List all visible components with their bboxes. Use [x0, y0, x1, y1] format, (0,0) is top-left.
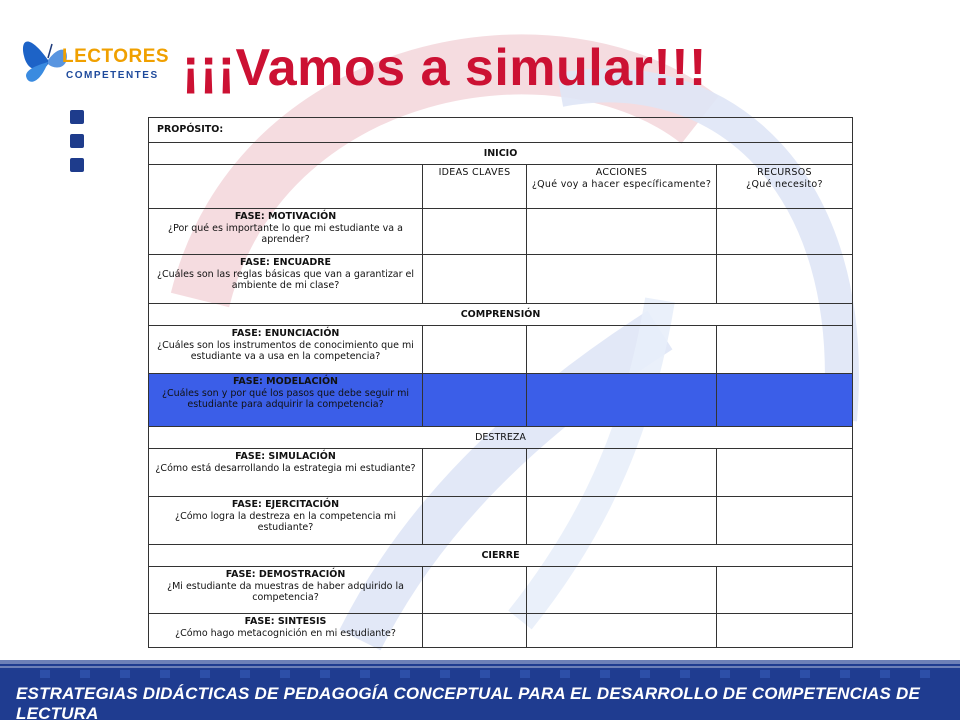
- ideas-cell[interactable]: [423, 326, 527, 374]
- acciones-cell[interactable]: [527, 497, 717, 545]
- header-acciones-question: ¿Qué voy a hacer específicamente?: [531, 178, 712, 190]
- phase-question: ¿Cuáles son y por qué los pasos que debe seguir mi estudiante para adquirir la competencia?: [161, 387, 410, 410]
- header-acciones-title: ACCIONES: [595, 167, 648, 178]
- phase-row-modelacion: [149, 374, 853, 427]
- phase-title: FASE: DEMOSTRACIÓN: [225, 569, 346, 580]
- phase-cell: [149, 326, 423, 374]
- phase-cell: [149, 497, 423, 545]
- ideas-cell[interactable]: [423, 255, 527, 304]
- header-recursos: [717, 165, 853, 209]
- header-ideas-claves: IDEAS CLAVES: [423, 165, 527, 209]
- phase-row-ejercitacion: [149, 497, 853, 545]
- decorative-bullets: [70, 110, 84, 182]
- phase-question: ¿Cuáles son las reglas básicas que van a garantizar el ambiente de mi clase?: [156, 268, 415, 291]
- ideas-cell[interactable]: [423, 567, 527, 614]
- phase-title: FASE: EJERCITACIÓN: [231, 499, 340, 510]
- recursos-cell[interactable]: [717, 449, 853, 497]
- section-row-comprension: [149, 304, 853, 326]
- phase-cell: [149, 209, 423, 255]
- recursos-cell[interactable]: [717, 567, 853, 614]
- recursos-cell[interactable]: [717, 374, 853, 427]
- section-cierre: CIERRE: [149, 545, 853, 567]
- phase-row-enunciacion: [149, 326, 853, 374]
- acciones-cell[interactable]: [527, 374, 717, 427]
- section-row-destreza: [149, 427, 853, 449]
- phase-row-sintesis: [149, 614, 853, 648]
- phase-title: FASE: MODELACIÓN: [232, 376, 339, 387]
- phase-title: FASE: MOTIVACIÓN: [234, 211, 337, 222]
- ideas-cell[interactable]: [423, 614, 527, 648]
- ideas-cell[interactable]: [423, 497, 527, 545]
- phase-row-encuadre: [149, 255, 853, 304]
- page-title: ¡¡¡Vamos a simular!!!: [182, 39, 707, 97]
- phase-question: ¿Por qué es importante lo que mi estudiante va a aprender?: [168, 222, 403, 245]
- section-comprension: COMPRENSIÓN: [149, 304, 853, 326]
- phase-title: FASE: ENUNCIACIÓN: [231, 328, 340, 339]
- recursos-cell[interactable]: [717, 614, 853, 648]
- header-recursos-title: RECURSOS: [757, 167, 812, 178]
- section-inicio: INICIO: [149, 143, 853, 165]
- acciones-cell[interactable]: [527, 449, 717, 497]
- simulation-planning-table: [148, 117, 853, 648]
- section-row-inicio: [149, 143, 853, 165]
- phase-cell: [149, 374, 423, 427]
- empty-header-cell: [149, 165, 423, 209]
- phase-title: FASE: SIMULACIÓN: [235, 451, 336, 462]
- header-acciones: [527, 165, 717, 209]
- phase-question: ¿Mi estudiante da muestras de haber adquirido la competencia?: [167, 580, 404, 603]
- acciones-cell[interactable]: [527, 255, 717, 304]
- ideas-cell[interactable]: [423, 209, 527, 255]
- ideas-cell[interactable]: [423, 449, 527, 497]
- column-headers-row: [149, 165, 853, 209]
- phase-cell: [149, 255, 423, 304]
- acciones-cell[interactable]: [527, 326, 717, 374]
- phase-question: ¿Cómo hago metacognición en mi estudiante?: [175, 627, 396, 639]
- phase-question: ¿Cómo está desarrollando la estrategia mi estudiante?: [155, 462, 416, 474]
- square-bullet-icon: [70, 134, 84, 148]
- logo-line-2: COMPETENTES: [66, 70, 159, 81]
- square-bullet-icon: [70, 158, 84, 172]
- phase-title: FASE: ENCUADRE: [239, 257, 332, 268]
- section-destreza: DESTREZA: [149, 427, 853, 449]
- phase-cell: [149, 567, 423, 614]
- phase-question: ¿Cómo logra la destreza en la competencia mi estudiante?: [175, 510, 396, 533]
- phase-row-demostracion: [149, 567, 853, 614]
- square-bullet-icon: [70, 110, 84, 124]
- ideas-cell[interactable]: [423, 374, 527, 427]
- phase-cell: [149, 449, 423, 497]
- logo-line-1: LECTORES: [62, 46, 170, 67]
- section-row-cierre: [149, 545, 853, 567]
- acciones-cell[interactable]: [527, 209, 717, 255]
- phase-question: ¿Cuáles son los instrumentos de conocimiento que mi estudiante va a usa en la competencia?: [157, 339, 414, 362]
- recursos-cell[interactable]: [717, 326, 853, 374]
- recursos-cell[interactable]: [717, 497, 853, 545]
- acciones-cell[interactable]: [527, 567, 717, 614]
- purpose-row: [149, 118, 853, 143]
- phase-row-motivacion: [149, 209, 853, 255]
- phase-cell: [149, 614, 423, 648]
- phase-title: FASE: SINTESIS: [244, 616, 327, 627]
- header-recursos-question: ¿Qué necesito?: [746, 178, 823, 190]
- acciones-cell[interactable]: [527, 614, 717, 648]
- recursos-cell[interactable]: [717, 255, 853, 304]
- purpose-label: PROPÓSITO:: [149, 118, 853, 143]
- footer-title: ESTRATEGIAS DIDÁCTICAS DE PEDAGOGÍA CONCEPTUAL PARA EL DESARROLLO DE COMPETENCIAS DE LECTURA: [16, 684, 921, 723]
- phase-row-simulacion: [149, 449, 853, 497]
- recursos-cell[interactable]: [717, 209, 853, 255]
